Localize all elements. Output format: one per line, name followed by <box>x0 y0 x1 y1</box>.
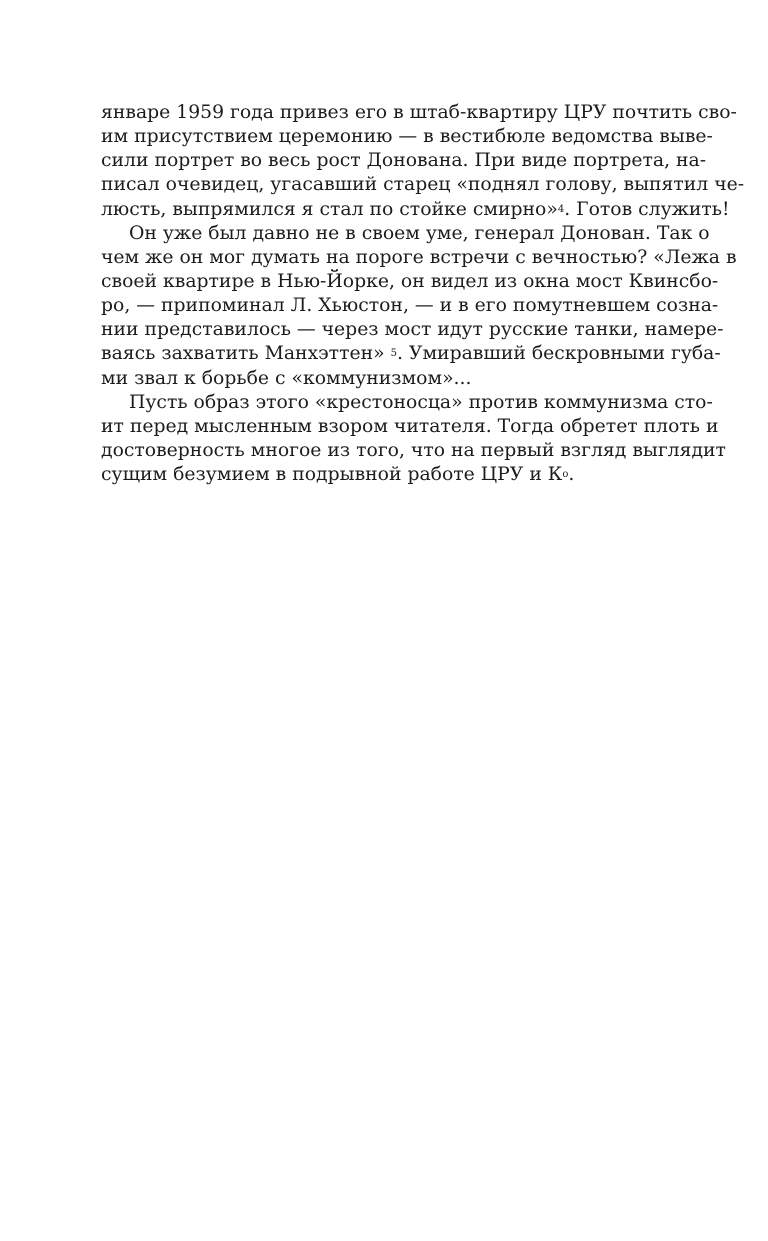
footnote-marker: 4 <box>557 203 565 215</box>
line-text-continued: . <box>568 464 575 486</box>
line-text: сущим безумием в подрывной работе ЦРУ и К <box>101 464 563 486</box>
text-line: своей квартире в Нью-Йорке, он видел из окна мост Квинсбо- <box>101 270 719 292</box>
text-line: Пусть образ этого «крестоносца» против коммунизма сто- <box>129 391 713 413</box>
text-line <box>101 463 692 487</box>
text-line: писал очевидец, угасавший старец «поднял голову, выпятил че- <box>101 174 745 196</box>
text-line: ит перед мысленным взором читателя. Тогда обретет плоть и <box>101 415 719 437</box>
paragraph-1 <box>101 101 745 222</box>
text-line: чем же он мог думать на пороге встречи с вечностью? «Лежа в <box>101 246 737 268</box>
text-line: Он уже был давно не в своем уме, генерал Донован. Так о <box>129 222 710 244</box>
text-line: ро, — припоминал Л. Хьюстон, — и в его помутневшем созна- <box>101 295 719 317</box>
paragraph-2 <box>101 222 737 391</box>
text-line: нии представилось — через мост идут русские танки, намере- <box>101 319 724 341</box>
text-line: сили портрет во весь рост Донована. При виде портрета, на- <box>101 150 707 172</box>
text-line <box>101 342 721 366</box>
text-line: январе 1959 года привез его в штаб-квартиру ЦРУ почтить сво- <box>101 102 737 123</box>
line-text-continued: . Умиравший бескровными губа- <box>396 343 721 365</box>
text-line <box>101 198 730 222</box>
text-line: ми звал к борьбе с «коммунизмом»... <box>101 367 472 389</box>
footnote-marker: 5 <box>390 348 397 360</box>
paragraph-3 <box>101 391 726 488</box>
body-text <box>101 101 745 487</box>
line-text-continued: . Готов служить! <box>564 198 730 220</box>
text-line: им присутствием церемонию — в вестибюле ведомства выве- <box>101 126 713 148</box>
text-line: достоверность многое из того, что на первый взгляд выглядит <box>101 439 726 461</box>
superscript-o: о <box>562 469 569 481</box>
line-text: люсть, выпрямился я стал по стойке смирно» <box>101 198 558 220</box>
line-text: ваясь захватить Манхэттен» <box>101 343 391 365</box>
